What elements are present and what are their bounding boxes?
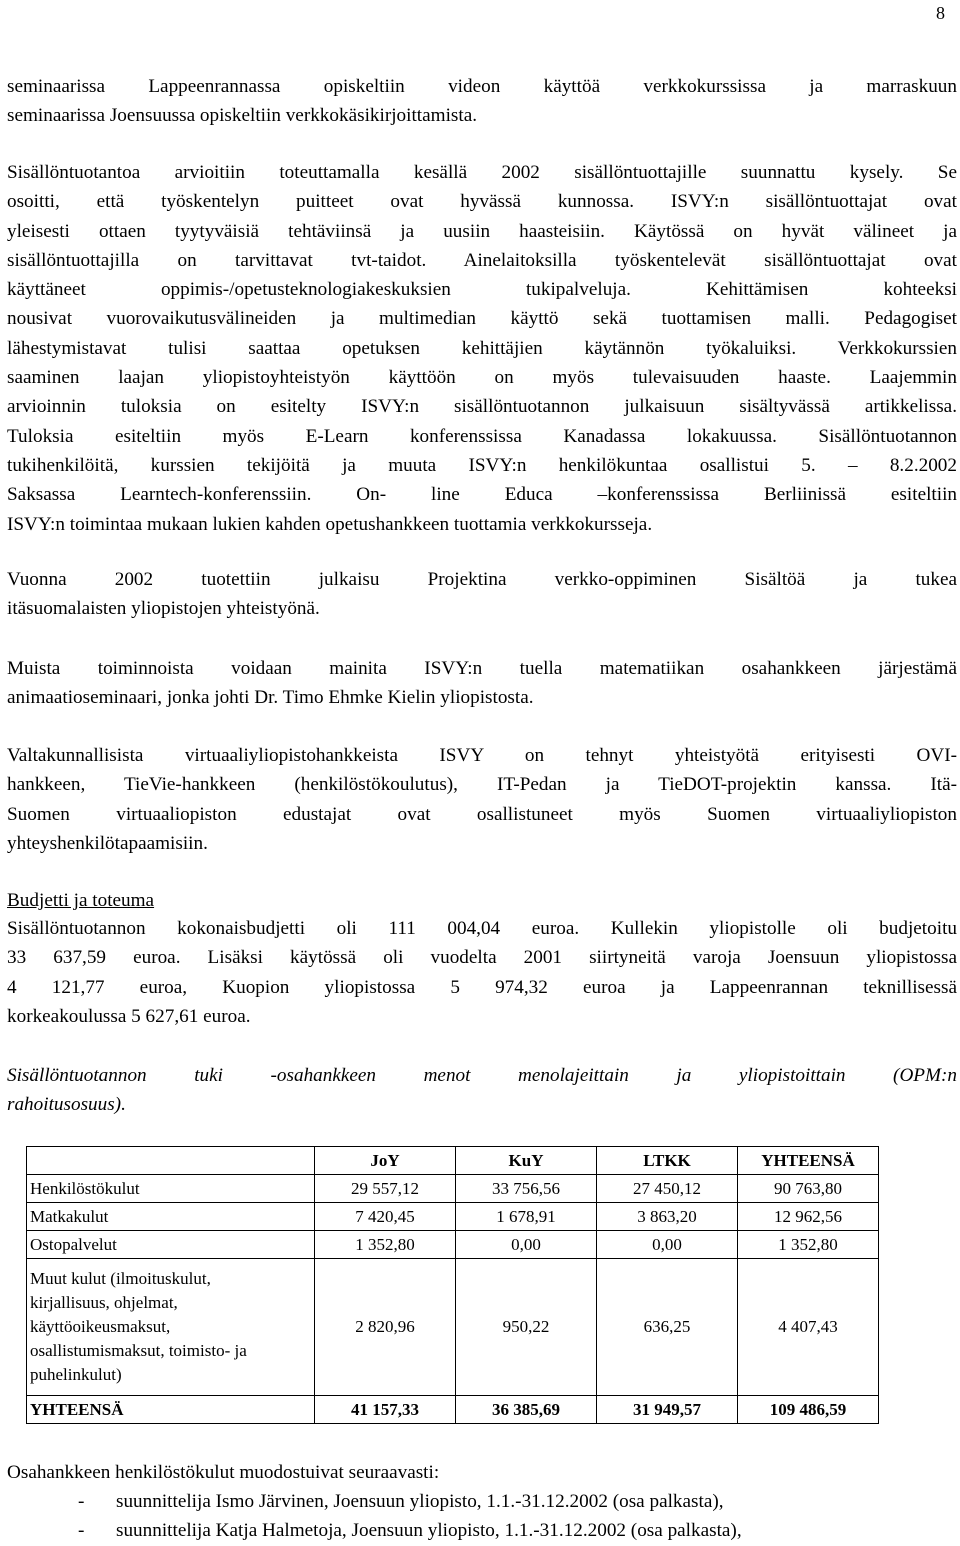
paragraph-budget [7, 914, 957, 1031]
table-cell: 1 352,80 [315, 1231, 456, 1259]
cell-line: Muut kulut (ilmoituskulut, [30, 1269, 211, 1288]
table-header-cell: LTKK [597, 1147, 738, 1175]
text-line: Saksassa Learntech-konferenssiin. On- line Educa –konferenssissa Berliinissä esiteltiin [7, 484, 957, 506]
bullet-marker: - [78, 1520, 85, 1542]
text-line: rahoitusosuus). [7, 1094, 126, 1116]
text-line: saaminen laajan yliopistoyhteistyön käyttöön on myös tulevaisuuden haaste. Laajemmin [7, 367, 957, 389]
text-line: Sisällöntuotannon kokonaisbudjetti oli 111 004,04 euroa. Kullekin yliopistolle oli budjetoitu [7, 918, 957, 939]
text-line: 4 121,77 euroa, Kuopion yliopistossa 5 974,32 euroa ja Lappeenrannan teknillisessä [7, 976, 957, 998]
list-item [78, 1516, 742, 1545]
paragraph-evaluation [7, 158, 957, 539]
text-line: animaatioseminaari, jonka johti Dr. Timo Ehmke Kielin yliopistosta. [7, 687, 534, 709]
cell-line: osallistumismaksut, toimisto- ja [30, 1341, 247, 1360]
text-line: Tuloksia esiteltiin myös E-Learn konferenssissa Kanadassa lokakuussa. Sisällöntuotannon [7, 425, 957, 447]
table-cell: 4 407,43 [738, 1259, 879, 1396]
text-line: Vuonna 2002 tuotettiin julkaisu Projektina verkko-oppiminen Sisältöä ja tukea [7, 569, 957, 590]
text-line: hankkeen, TieVie-hankkeen (henkilöstökoulutus), IT-Pedan ja TieDOT-projektin kanssa. Itä- [7, 774, 957, 796]
table-cell: 0,00 [456, 1231, 597, 1259]
table-row [27, 1175, 879, 1203]
table-cell: 109 486,59 [738, 1396, 879, 1424]
table-cell: 27 450,12 [597, 1175, 738, 1203]
text-line: sisällöntuottajilla on tarvittavat tvt-taidot. Ainelaitoksilla työskentelevät sisällöntuottajat ovat [7, 249, 957, 271]
table-header-cell: JoY [315, 1147, 456, 1175]
table-row [27, 1259, 879, 1396]
expense-table [26, 1146, 879, 1424]
table-row [27, 1203, 879, 1231]
bullet-marker: - [78, 1491, 85, 1512]
table-cell: 636,25 [597, 1259, 738, 1396]
table-cell: 1 352,80 [738, 1231, 879, 1259]
table-cell: 12 962,56 [738, 1203, 879, 1231]
table-cell: 29 557,12 [315, 1175, 456, 1203]
text-line: Valtakunnallisista virtuaaliyliopistohankkeista ISVY on tehnyt yhteistyötä erityisesti OVI- [7, 745, 957, 766]
text-line: lähestymistavat tulisi saattaa opetuksen kehittäjien käytännön työkaluiksi. Verkkokurssien [7, 337, 957, 359]
cell-line: puhelinkulut) [30, 1365, 122, 1384]
table-cell: Matkakulut [27, 1203, 315, 1231]
paragraph-seminars [7, 72, 957, 131]
table-total-row [27, 1396, 879, 1424]
table-cell: 41 157,33 [315, 1396, 456, 1424]
text-line: käyttäneet oppimis-/opetusteknologiakeskuksien tukipalveluja. Kehittämisen kohteeksi [7, 279, 957, 301]
page-number: 8 [936, 3, 945, 23]
table-cell: 1 678,91 [456, 1203, 597, 1231]
table-cell: YHTEENSÄ [27, 1396, 315, 1424]
list-item-text: suunnittelija Katja Halmetoja, Joensuun yliopisto, 1.1.-31.12.2002 (osa palkasta), [116, 1520, 742, 1542]
cell-line: kirjallisuus, ohjelmat, [30, 1293, 178, 1312]
paragraph-national-cooperation [7, 741, 957, 858]
table-header-row [27, 1147, 879, 1175]
table-cell: 36 385,69 [456, 1396, 597, 1424]
paragraph-other-activities [7, 654, 957, 713]
text-line: tukihenkilöitä, kurssien tekijöitä ja muuta ISVY:n henkilökuntaa osallistui 5. – 8.2.2002 [7, 454, 957, 476]
text-line: yleisesti ottaen tyytyväisiä tehtäviinsä ja uusiin haasteisiin. Käytössä on hyvät välineet ja [7, 220, 957, 242]
table-cell: 7 420,45 [315, 1203, 456, 1231]
text-line: 33 637,59 euroa. Lisäksi käytössä oli vuodelta 2001 siirtyneitä varoja Joensuun yliopistossa [7, 947, 957, 969]
cell-line: käyttöoikeusmaksut, [30, 1317, 171, 1336]
text-line: itäsuomalaisten yliopistojen yhteistyönä. [7, 598, 320, 620]
text-line: yhteyshenkilötapaamisiin. [7, 832, 208, 854]
table-header-cell: KuY [456, 1147, 597, 1175]
table-cell: 0,00 [597, 1231, 738, 1259]
staff-costs-intro: Osahankkeen henkilöstökulut muodostuivat seuraavasti: [7, 1462, 440, 1483]
table-cell: 33 756,56 [456, 1175, 597, 1203]
text-line: nousivat vuorovaikutusvälineiden ja multimedian käyttö sekä tuottamisen malli. Pedagogiset [7, 308, 957, 330]
text-line: seminaarissa Joensuussa opiskeltiin verkkokäsikirjoittamista. [7, 105, 478, 127]
table-cell: 90 763,80 [738, 1175, 879, 1203]
text-line: Muista toiminnoista voidaan mainita ISVY:n tuella matematiikan osahankkeen järjestämä [7, 658, 957, 679]
list-item-text: suunnittelija Ismo Järvinen, Joensuun yliopisto, 1.1.-31.12.2002 (osa palkasta), [116, 1491, 724, 1512]
table-row [27, 1231, 879, 1259]
table-cell: 31 949,57 [597, 1396, 738, 1424]
table-cell: 3 863,20 [597, 1203, 738, 1231]
text-line: korkeakoulussa 5 627,61 euroa. [7, 1005, 251, 1027]
table-header-cell [27, 1147, 315, 1175]
list-item [78, 1487, 742, 1516]
section-heading-budget: Budjetti ja toteuma [7, 890, 155, 911]
table-cell [27, 1259, 315, 1396]
text-line: Sisällöntuotantoa arvioitiin toteuttamalla kesällä 2002 sisällöntuottajille suunnattu kysely. Se [7, 162, 957, 183]
text-line: osoitti, että työskentelyn puitteet ovat hyvässä kunnossa. ISVY:n sisällöntuottajat ovat [7, 191, 957, 213]
table-cell: 950,22 [456, 1259, 597, 1396]
table-caption [7, 1061, 957, 1120]
text-line: Sisällöntuotannon tuki -osahankkeen menot menolajeittain ja yliopistoittain (OPM:n [7, 1065, 957, 1086]
table-cell: Henkilöstökulut [27, 1175, 315, 1203]
text-line: Suomen virtuaaliopiston edustajat ovat osallistuneet myös Suomen virtuaaliyliopiston [7, 803, 957, 825]
paragraph-publication [7, 565, 957, 624]
text-line: ISVY:n toimintaa mukaan lukien kahden opetushankkeen tuottamia verkkokursseja. [7, 513, 653, 535]
text-line: arvioinnin tuloksia on esitelty ISVY:n sisällöntuotannon julkaisuun sisältyvässä artikkelissa. [7, 396, 957, 418]
staff-list [78, 1487, 742, 1546]
text-line: seminaarissa Lappeenrannassa opiskeltiin videon käyttöä verkkokurssissa ja marraskuun [7, 76, 957, 97]
table-cell: 2 820,96 [315, 1259, 456, 1396]
table-cell: Ostopalvelut [27, 1231, 315, 1259]
table-header-cell: YHTEENSÄ [738, 1147, 879, 1175]
